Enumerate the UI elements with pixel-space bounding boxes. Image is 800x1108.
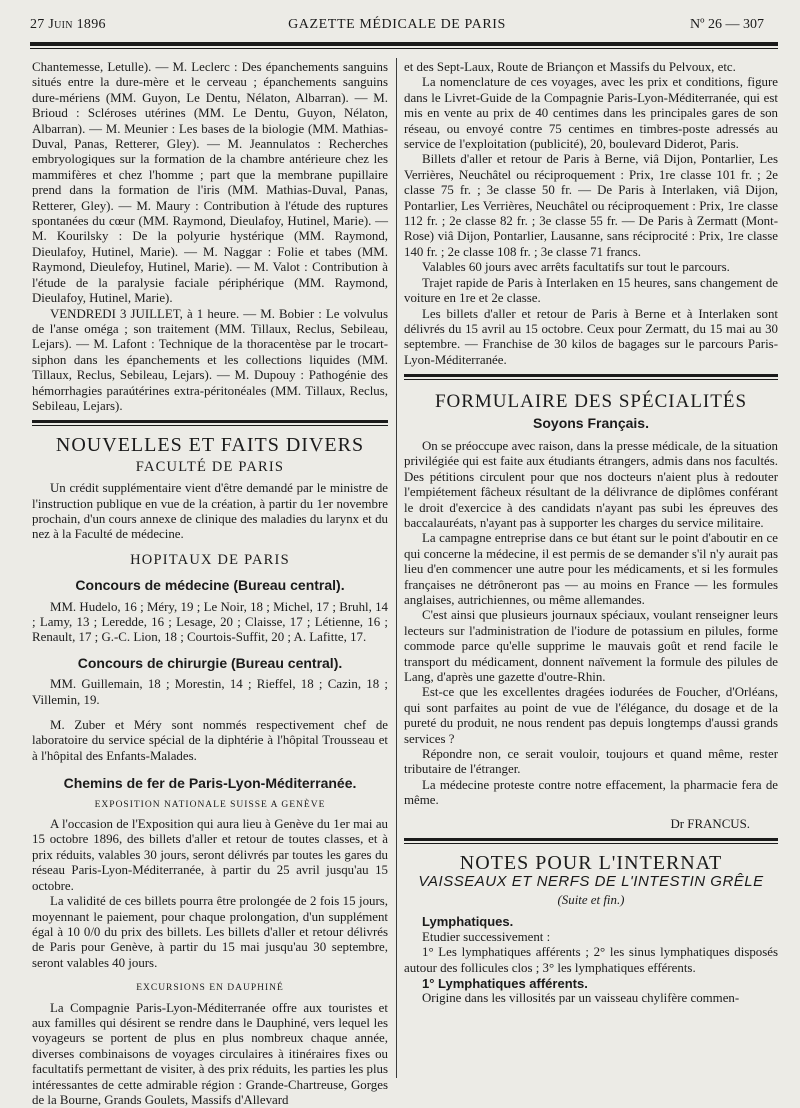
section-rule-thin [32, 425, 388, 426]
excursions-heading: EXCURSIONS EN DAUPHINÉ [136, 983, 284, 994]
section-rule [404, 374, 778, 377]
formulaire-p5: Répondre non, ce serait vouloir, toujours et quand même, rester tributaire de l'étranger. [404, 747, 778, 777]
lymph-afferents-heading: 1° Lymphatiques afférents. [422, 975, 588, 991]
etudier-text: Etudier successivement : [422, 929, 551, 944]
nouvelles-heading: NOUVELLES ET FAITS DIVERS [55, 434, 365, 457]
nomenclature-text: La nomenclature de ces voyages, avec les prix et conditions, figure dans le Livret-Guide de la Compagnie Paris-Lyon-Méditerranée, qui est mis en vente au prix de 40 centimes dans les principales gares de son réseau, ou envoyé contre 75 centimes en timbres-poste adressés au service de l'exploitation (publicité), 20, boulevard Diderot, Paris. [404, 75, 778, 152]
exposition-text: A l'occasion de l'Exposition qui aura lieu à Genève du 1er mai au 15 octobre 1896, des billets d'aller et retour de toutes classes, et à prix réduits, valables 30 jours, seront délivrés par toutes les gares du réseau Paris-Lyon-Méditerranée, à partir du 25 avril jusqu'au 15 octobre. [32, 817, 388, 893]
hopitaux-heading: HOPITAUX DE PARIS [130, 551, 290, 568]
formulaire-p6: La médecine proteste contre notre effacement, la pharmacie fera de même. [404, 777, 778, 808]
left-column [32, 60, 388, 1108]
notes-heading: NOTES POUR L'INTERNAT [459, 852, 723, 875]
signature: Dr FRANCUS. [670, 816, 750, 831]
header-title: GAZETTE MÉDICALE DE PARIS [288, 17, 506, 32]
vendredi-theses: VENDREDI 3 JUILLET, à 1 heure. — M. Bobier : Le volvulus de l'anse oméga ; son traitement (MM. Tillaux, Reclus, Sebileau, Lejars). — M. Lafont : Technique de la thoracentèse par le trocart-siphon dans les épanchements et les collections liquides (MM. Tillaux, Reclus, Sebileau, Lejars). — M. Dupouy : Pathogénie des hémorrhagies paraútérines extra-péritonéales (MM. Tillaux, Reclus, Sebileau, Lejars). [32, 306, 388, 413]
excursions-cont-text: et des Sept-Laux, Route de Briançon et Massifs du Pelvoux, etc. [404, 60, 736, 74]
exposition-heading: EXPOSITION NATIONALE SUISSE A GENÈVE [94, 799, 326, 810]
concours-medecine-heading: Concours de médecine (Bureau central). [75, 577, 345, 594]
vaisseaux-heading: VAISSEAUX ET NERFS DE L'INTESTIN GRÊLE [418, 872, 764, 890]
header-rule-thin [30, 48, 778, 49]
section-rule [32, 420, 388, 423]
etudier-list: 1° Les lymphatiques afférents ; 2° les sinus lymphatiques disposés autour des follicules clos ; 3° les lymphatiques efférents. [404, 945, 778, 975]
origine-text: Origine dans les villosités par un vaisseau chylifère commen- [422, 991, 740, 1006]
thesis-list: Chantemesse, Letulle). — M. Leclerc : Des épanchements sanguins situés entre la dure-mère et le cerveau ; épanchements sanguins dure-mériens (MM. Guyon, Le Dentu, Nélaton, Albarran). — M. Brioud : Scléroses utérines (MM. Le Dentu, Guyon, Nélaton, Albarran). — M. Meunier : Les bases de la biologie (MM. Mathias-Duval, Panas, Retterer, Gley). — M. Jeannulatos : Recherches embryologiques sur la formation de la chambre antérieure chez les mammifères et chez l'homme ; part que la membrane pupillaire prend dans la formation de l'iris (MM. Mathias-Duval, Panas, Retterer, Gley). — M. Maury : Contribution à l'étude des ruptures spontanées du cœur (MM. Raymond, Dieulafoy, Hutinel, Marie). — M. Kourilsky : De la polyurie hystérique (MM. Raymond, Dieulafoy, Hutinel, Marie). — M. Naggar : Folie et tabes (MM. Raymond, Dieulefoy, Hutinel, Marie). — M. Valot : Contribution à l'étude de la paralysie faciale périphérique (MM. Raymond, Dieulafoy, Hutinel, Marie). [32, 60, 388, 306]
chemins-heading: Chemins de fer de Paris-Lyon-Méditerranée. [63, 775, 357, 792]
lymphatiques-heading: Lymphatiques. [422, 914, 514, 930]
trajet-text: Trajet rapide de Paris à Interlaken en 15 heures, sans changement de voiture en 1re et 2e classe. [404, 275, 778, 306]
formulaire-p2: La campagne entreprise dans ce but étant sur le point d'aboutir en ce qui concerne la médecine, il est permis de se demander s'il n'y aurait pas lieu d'en commencer une autre pour les médicaments, et si les formules françaises ne détrôneront pas — au moins en France — les formules anglaises, autrichiennes, ou même allemandes. [404, 531, 778, 607]
header-date: 27 Juin 1896 [30, 17, 106, 32]
faculte-text: Un crédit supplémentaire vient d'être demandé par le ministre de l'instruction publique en vue de la création, à partir du 1er novembre prochain, d'un cours annexe de clinique des maladies du larynx et du nez à la Faculté de médecine. [32, 481, 388, 542]
valables-text: Valables 60 jours avec arrêts facultatifs sur tout le parcours. [422, 260, 730, 275]
faculte-heading: FACULTÉ DE PARIS [135, 458, 285, 475]
right-column [404, 60, 778, 1007]
concours-chirurgie-text: MM. Guillemain, 18 ; Morestin, 14 ; Rieffel, 18 ; Cazin, 18 ; Villemin, 19. [32, 677, 388, 707]
formulaire-heading: FORMULAIRE DES SPÉCIALITÉS [434, 391, 748, 413]
concours-chirurgie-heading: Concours de chirurgie (Bureau central). [77, 654, 343, 671]
formulaire-p1: On se préoccupe avec raison, dans la presse médicale, de la situation privilégiée qui est faite aux étudiants étrangers, admis dans nos facultés. Des pétitions circulent pour que nos docteurs n'aient plus à redouter l'empiétement fâcheux résultant de la délivrance de diplômes conférant le droit d'exercice à des candidats n'ayant pas subi les épreuves des baccalauréats, n'ayant pas à supporter les charges du service militaire. [404, 438, 778, 530]
header-rule-thick [30, 42, 778, 46]
billets-text: Billets d'aller et retour de Paris à Berne, viâ Dijon, Pontarlier, Les Verrières, Neuchâtel ou réciproquement : Prix, 1re classe 101 fr. ; 2e classe 75 fr. ; 3e classe 50 fr. — De Paris à Interlaken, viâ Dijon, Pontarlier, Les Verrières, Neuchâtel ou réciproquement : Prix, 1re classe 112 fr. ; 2e classe 82 fr. ; 3e classe 55 fr. — De Paris à Zermatt (Mont-Rose) viâ Dijon, Pontarlier, Lausanne, sans réciprocité : Prix, 1re classe 140 fr. ; 2e classe 108 fr. ; 3e classe 71 francs. [404, 152, 778, 259]
concours-medecine-text: MM. Hudelo, 16 ; Méry, 19 ; Le Noir, 18 ; Michel, 17 ; Bruhl, 14 ; Lamy, 13 ; Leredde, 16 ; Lesage, 20 ; Claisse, 17 ; Létienne, 16 ; Renault, 17 ; G.-C. Lion, 18 ; Courtois-Suffit, 20 ; A. Lafitte, 17. [32, 599, 388, 645]
formulaire-p3: C'est ainsi que plusieurs journaux spéciaux, voulant renseigner leurs lecteurs sur l'administration de l'iodure de potassium en pilules, forme commode parce qu'elle supprime le mauvais goût et rend facile le transport du médicament, donnent naïvement la formule des pilules de Lang, d'après une gazette d'outre-Rhin. [404, 608, 778, 685]
column-divider [396, 58, 397, 1078]
zuber-text: M. Zuber et Méry sont nommés respectivement chef de laboratoire du service spécial de la diphtérie à l'hôpital Trousseau et à l'hôpital des Enfants-Malades. [32, 718, 388, 763]
section-rule-thin [404, 843, 778, 844]
validite-text: La validité de ces billets pourra être prolongée de 2 fois 15 jours, moyennant le paiement, pour chaque prolongation, d'un supplément égal à 10 0/0 du prix des billets. Les billets d'aller et retour délivrés de Paris pour Genève, à partir du 15 mai jusqu'au 30 septembre, seront valables 40 jours. [32, 894, 388, 970]
suite-note: (Suite et fin.) [557, 892, 625, 907]
soyons-heading: Soyons Français. [533, 414, 649, 431]
page-header [30, 17, 764, 35]
section-rule [404, 838, 778, 841]
billets2-text: Les billets d'aller et retour de Paris à Berne et à Interlaken sont délivrés du 15 avril au 15 octobre. Ceux pour Zermatt, du 15 mai au 30 septembre. — Franchise de 30 kilos de bagages sur le parcours Paris-Lyon-Méditerranée. [404, 306, 778, 367]
excursions-text: La Compagnie Paris-Lyon-Méditerranée offre aux touristes et aux familles qui désirent se rendre dans le Dauphiné, vers lequel les voyageurs se portent de plus en plus nombreux chaque année, diverses combinaisons de voyages circulaires à itinéraires fixes ou facultatifs permettant de visiter, à des prix réduits, les parties les plus intéressantes de cette admirable région : Grande-Chartreuse, Gorges de la Bourne, Grands Goulets, Massifs d'Allevard [32, 1000, 388, 1107]
formulaire-p4: Est-ce que les excellentes dragées iodurées de Foucher, d'Orléans, qui sont parfaites au point de vue de l'élégance, du dosage et de la pureté du produit, ne nous rendent pas depuis longtemps d'aussi grands services ? [404, 685, 778, 746]
section-rule-thin [404, 379, 778, 380]
header-issue: Nº 26 — 307 [690, 17, 764, 32]
